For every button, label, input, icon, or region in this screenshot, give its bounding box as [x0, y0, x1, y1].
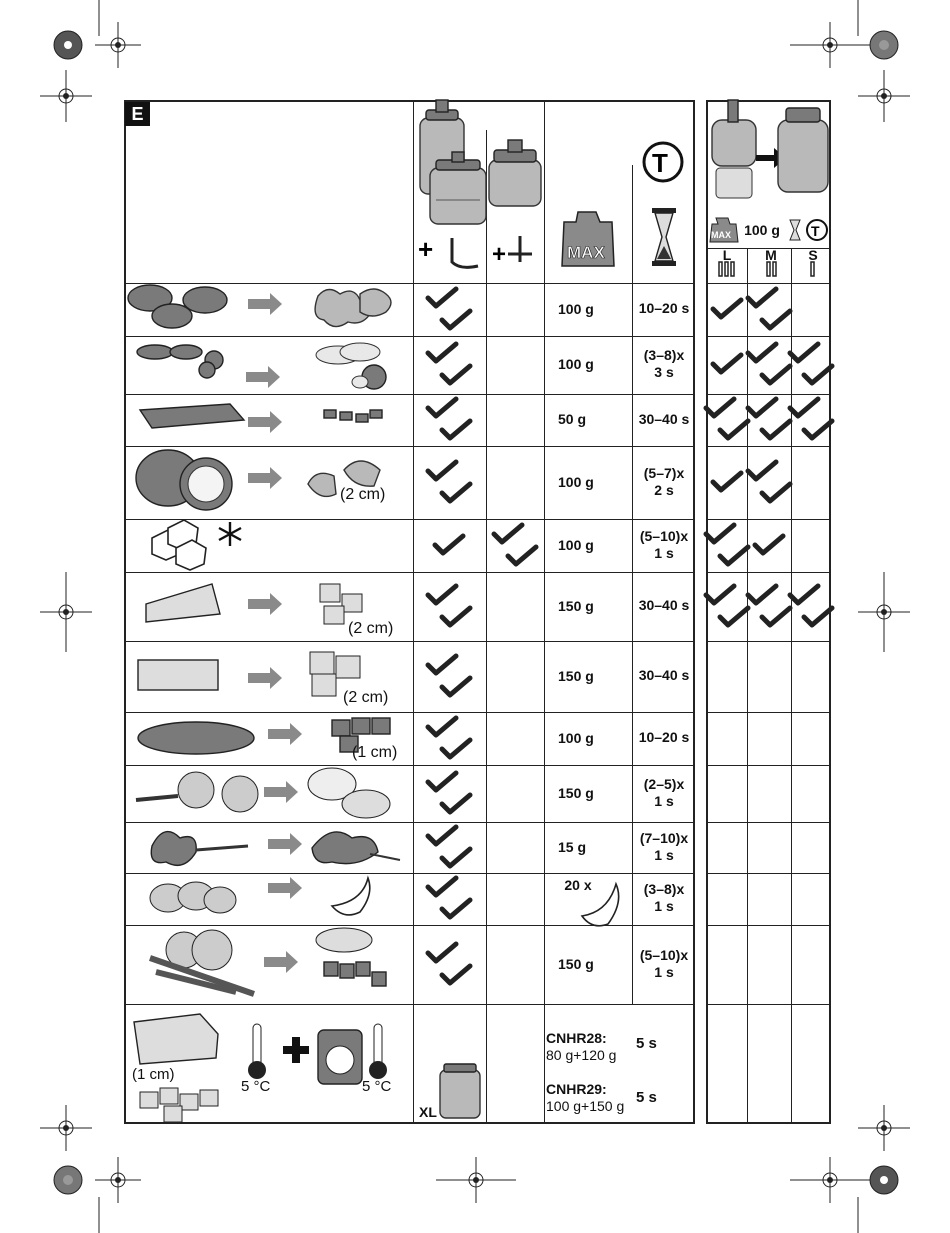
model2-time: 5 s: [636, 1089, 657, 1106]
svg-text:T: T: [652, 148, 668, 178]
chopped-parsley-icon: [312, 832, 400, 864]
size-label-coconut: (2 cm): [340, 486, 386, 503]
quantity-cell: 100 g: [558, 536, 594, 553]
size-label-soft-cheese: (2 cm): [343, 689, 389, 706]
time-cell: (2–5)x 1 s: [643, 775, 685, 809]
check-mark-bowl-large: [432, 533, 466, 559]
check-mark-blade-m: [759, 308, 793, 334]
time-cell: 10–20 s: [638, 729, 690, 745]
plus-big-icon: [283, 1037, 309, 1063]
cheese-cubes-icon: [320, 584, 362, 624]
soft-cheese-icon: [138, 660, 218, 690]
model2-label: CNHR29:: [546, 1081, 607, 1097]
check-mark-bowl-large: [439, 963, 473, 989]
walnuts-icon: [128, 285, 227, 328]
quantity-cell: 100 g: [558, 729, 594, 746]
blade-label-m: M: [765, 247, 777, 263]
meat-icon: [138, 722, 254, 754]
quantity-cell: 150 g: [558, 784, 594, 801]
time-cell: (3–8)x 1 s: [643, 881, 685, 914]
temp-label-2: 5 °C: [362, 1078, 392, 1095]
sliced-almonds-icon: [316, 343, 386, 389]
xl-bowl-icon: [440, 1064, 480, 1118]
size-label-butter: (1 cm): [132, 1066, 175, 1083]
check-mark-blade-l: [717, 544, 751, 570]
time-cell: 30–40 s: [638, 667, 690, 683]
check-mark-blade-s: [801, 605, 835, 631]
thermometer-icon: [248, 1024, 266, 1079]
model1-time: 5 s: [636, 1035, 657, 1052]
plus-icon: +: [418, 234, 434, 264]
model1-qty: 80 g+120 g: [546, 1047, 617, 1063]
ice-cubes-icon: [152, 520, 206, 570]
time-cell: (5–7)x 2 s: [643, 464, 685, 498]
check-mark-blade-l: [710, 297, 744, 323]
parsley-icon: [151, 832, 248, 866]
vegetable-pieces-icon: [316, 928, 386, 986]
quantity-cell: 15 g: [558, 838, 587, 855]
xl-label: XL: [419, 1104, 437, 1120]
quantity-cell: 50 g: [558, 411, 587, 427]
chocolate-pieces-icon: [324, 410, 382, 422]
check-mark-bowl-large: [439, 846, 473, 872]
quantity-cell: 100 g: [558, 300, 594, 317]
coconut-icon: [136, 450, 232, 510]
check-mark-bowl-large: [439, 481, 473, 507]
blade-label-l: L: [722, 247, 732, 263]
blade-label-s: S: [808, 247, 818, 263]
quantity-cell: 100 g: [558, 356, 594, 372]
time-cell: (3–8)x 3 s: [643, 347, 685, 380]
check-mark-bowl-large: [439, 737, 473, 763]
quantity-cell: 150 g: [558, 597, 594, 614]
chocolate-bar-icon: [140, 404, 244, 428]
check-mark-blade-l: [710, 470, 744, 496]
quantity-cell: 150 g: [558, 667, 594, 684]
onions-icon: [136, 772, 258, 812]
section-label: E: [125, 102, 150, 126]
time-cell: (5–10)x 1 s: [639, 527, 689, 561]
almonds-icon: [137, 345, 223, 378]
butter-cubes-icon: [140, 1088, 218, 1122]
time-cell: 10–20 s: [638, 300, 690, 316]
check-mark-bowl-small: [505, 544, 539, 570]
svg-text:+: +: [492, 241, 507, 268]
check-mark-blade-s: [801, 418, 835, 444]
check-mark-blade-l: [710, 352, 744, 378]
garlic-icon: [150, 882, 236, 913]
butter-block-icon: [134, 1014, 218, 1064]
check-mark-bowl-large: [439, 418, 473, 444]
time-cell: 30–40 s: [638, 597, 690, 613]
quantity-cell: 20 x: [564, 877, 592, 893]
check-mark-bowl-large: [439, 605, 473, 631]
size-label-hard-cheese: (2 cm): [348, 620, 394, 637]
check-mark-bowl-large: [439, 308, 473, 334]
onion-pieces-icon: [308, 768, 390, 818]
time-cell: 30–40 s: [638, 410, 690, 427]
check-mark-bowl-large: [439, 675, 473, 701]
check-mark-bowl-large: [439, 363, 473, 389]
check-mark-blade-m: [752, 533, 786, 559]
model2-qty: 100 g+150 g: [546, 1098, 625, 1114]
snowflake-icon: [219, 522, 241, 546]
side-weight: 100 g: [744, 222, 780, 238]
hard-cheese-icon: [146, 584, 220, 622]
svg-text:T: T: [811, 223, 820, 239]
flour-jar-icon: [318, 1030, 362, 1084]
quantity-cell: 100 g: [558, 473, 594, 490]
time-cell: (5–10)x 1 s: [639, 946, 689, 980]
time-cell: (7–10)x 1 s: [639, 829, 689, 863]
quantity-cell: 150 g: [558, 955, 594, 972]
size-label-meat: (1 cm): [352, 744, 398, 761]
thermometer-2-icon: [369, 1024, 387, 1079]
vegetables-icon: [150, 930, 254, 994]
check-mark-blade-s: [801, 363, 835, 389]
svg-text:MAX: MAX: [711, 230, 731, 240]
garlic-clove-icon: [332, 878, 370, 915]
model1-label: CNHR28:: [546, 1030, 607, 1046]
check-mark-bowl-large: [439, 897, 473, 923]
check-mark-bowl-large: [439, 792, 473, 818]
chopped-walnuts-icon: [315, 289, 391, 327]
check-mark-blade-m: [759, 481, 793, 507]
max-text: MAX: [567, 243, 605, 262]
temp-label-1: 5 °C: [241, 1078, 271, 1095]
